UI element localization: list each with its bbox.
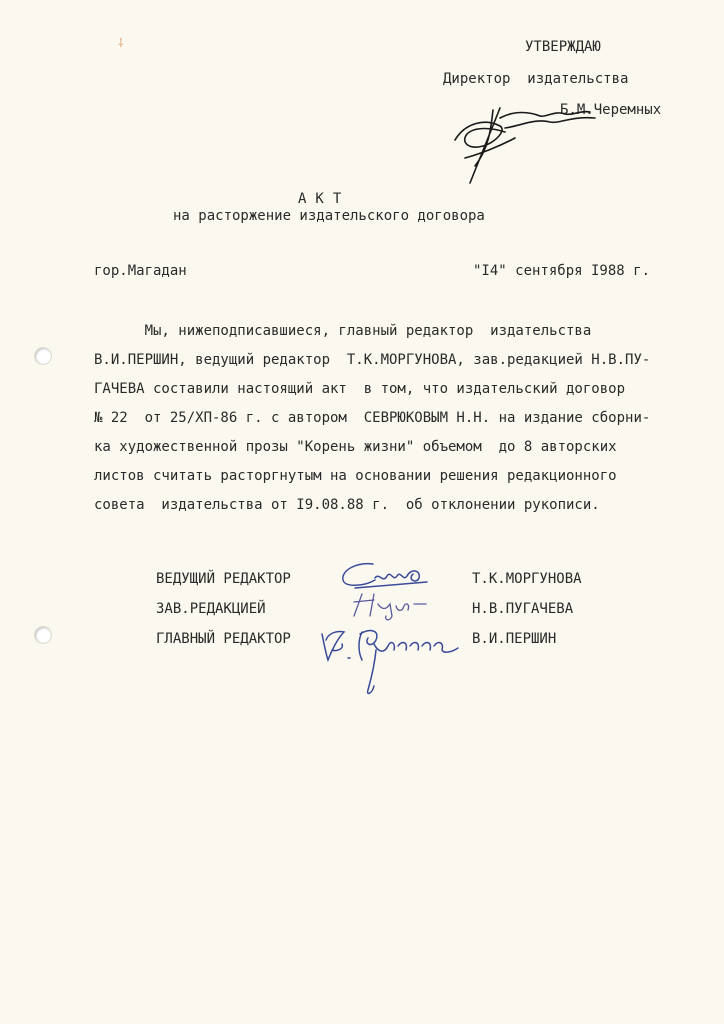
morgunova-signature xyxy=(335,558,435,592)
approval-role: Директор издательства xyxy=(443,71,629,87)
punch-hole-bottom xyxy=(34,626,52,644)
approval-name: Б.М.Черемных xyxy=(560,102,662,118)
pugacheva-signature xyxy=(340,588,440,622)
director-signature xyxy=(445,88,605,188)
act-title: АКТ xyxy=(298,191,351,207)
date: "I4" сентября I988 г. xyxy=(473,263,651,279)
approval-title: УТВЕРЖДАЮ xyxy=(525,39,601,55)
place: гор.Магадан xyxy=(94,263,187,279)
body-line: ка художественной прозы "Корень жизни" объемом до 8 авторских xyxy=(94,439,617,455)
act-subtitle: на расторжение издательского договора xyxy=(173,208,485,224)
punch-hole-top xyxy=(34,347,52,365)
body-line: листов считать расторгнутым на основании решения редакционного xyxy=(94,468,617,484)
signature-position: ГЛАВНЫЙ РЕДАКТОР xyxy=(156,631,291,647)
signature-name: В.И.ПЕРШИН xyxy=(472,631,557,647)
signature-position: ВЕДУЩИЙ РЕДАКТОР xyxy=(156,571,291,587)
body-line: Мы, нижеподписавшиеся, главный редактор издательства xyxy=(94,323,592,339)
signature-name: Н.В.ПУГАЧЕВА xyxy=(472,601,574,617)
pershin-signature xyxy=(318,620,468,700)
signature-name: Т.К.МОРГУНОВА xyxy=(472,571,582,587)
body-line: В.И.ПЕРШИН, ведущий редактор Т.К.МОРГУНОВА, зав.редакцией Н.В.ПУ- xyxy=(94,352,651,368)
signature-position: ЗАВ.РЕДАКЦИЕЙ xyxy=(156,601,266,617)
body-line: совета издательства от I9.08.88 г. об отклонении рукописи. xyxy=(94,497,600,513)
corner-ink-mark: ⸸ xyxy=(118,36,124,50)
body-line: ГАЧЕВА составили настоящий акт в том, что издательский договор xyxy=(94,381,626,397)
body-line: № 22 от 25/ХП-86 г. с автором СЕВРЮКОВЫМ Н.Н. на издание сборни- xyxy=(94,410,651,426)
